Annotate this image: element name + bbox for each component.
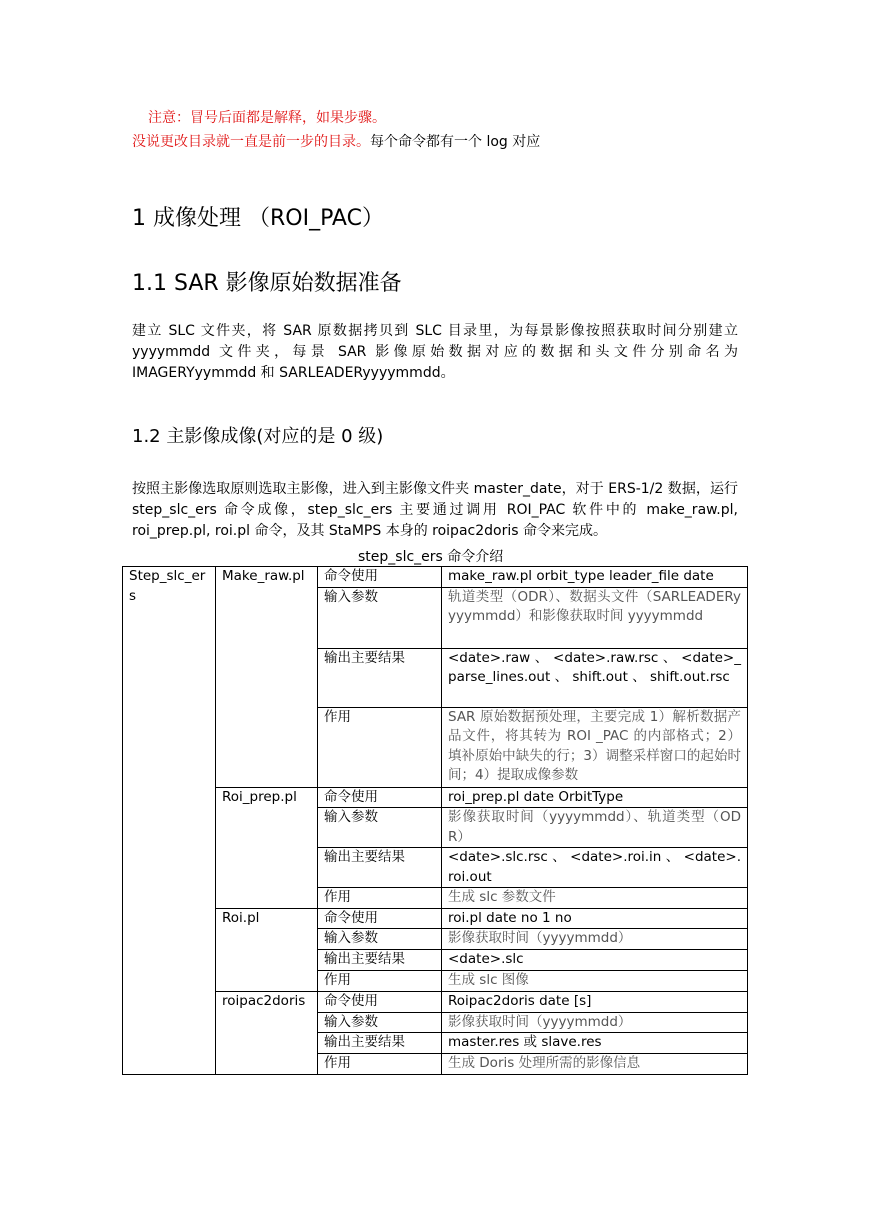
- table-row: [123, 908, 748, 929]
- table-row: [123, 567, 748, 588]
- value-cell: <date>.slc.rsc 、 <date>.roi.in 、 <date>.roi.out: [442, 848, 748, 888]
- value-cell: 影像获取时间（yyyymmdd）: [442, 929, 748, 950]
- note-line-1: 注意：冒号后面都是解释，如果步骤。: [148, 110, 386, 126]
- table-row: [123, 991, 748, 1012]
- command-name-cell: Make_raw.pl: [216, 567, 318, 788]
- note-line-2: [132, 131, 540, 151]
- label-cell: 输出主要结果: [318, 848, 442, 888]
- label-cell: 输出主要结果: [318, 648, 442, 707]
- value-cell: 影像获取时间（yyyymmdd）: [442, 1012, 748, 1033]
- label-cell: 输入参数: [318, 1012, 442, 1033]
- value-cell: make_raw.pl orbit_type leader_file date: [442, 567, 748, 588]
- label-cell: 命令使用: [318, 787, 442, 808]
- heading-1-2: 1.2 主影像成像(对应的是 0 级): [132, 426, 384, 447]
- heading-1-1: 1.1 SAR 影像原始数据准备: [132, 271, 402, 296]
- label-cell: 输出主要结果: [318, 1033, 442, 1054]
- command-name-cell: Roi.pl: [216, 908, 318, 991]
- label-cell: 输出主要结果: [318, 950, 442, 971]
- command-table: [122, 566, 748, 1075]
- value-cell: 生成 slc 图像: [442, 971, 748, 992]
- command-name-cell: Roi_prep.pl: [216, 787, 318, 908]
- heading-1: 1 成像处理 （ROI_PAC）: [132, 206, 384, 231]
- value-cell: <date>.slc: [442, 950, 748, 971]
- label-cell: 命令使用: [318, 567, 442, 588]
- label-cell: 作用: [318, 888, 442, 909]
- value-cell: roi.pl date no 1 no: [442, 908, 748, 929]
- label-cell: 输入参数: [318, 929, 442, 950]
- value-cell: SAR 原始数据预处理，主要完成 1）解析数据产品文件，将其转为 ROI _PAC 的内部格式；2）填补原始中缺失的行；3）调整采样窗口的起始时间；4）提取成像参数: [442, 707, 748, 787]
- label-cell: 作用: [318, 971, 442, 992]
- value-cell: <date>.raw 、 <date>.raw.rsc 、 <date>_parse_lines.out 、 shift.out 、 shift.out.rsc: [442, 648, 748, 707]
- command-name-cell: roipac2doris: [216, 991, 318, 1075]
- value-cell: 轨道类型（ODR）、数据头文件（SARLEADERyyyymmdd）和影像获取时间 yyyymmdd: [442, 587, 748, 648]
- table-row: [123, 787, 748, 808]
- label-cell: 命令使用: [318, 908, 442, 929]
- value-cell: master.res 或 slave.res: [442, 1033, 748, 1054]
- value-cell: 生成 Doris 处理所需的影像信息: [442, 1054, 748, 1075]
- value-cell: Roipac2doris date [s]: [442, 991, 748, 1012]
- value-cell: 影像获取时间（yyyymmdd）、轨道类型（ODR）: [442, 808, 748, 848]
- table-caption: step_slc_ers 命令介绍: [358, 549, 504, 565]
- step-name-cell: Step_slc_ers: [123, 567, 216, 1075]
- note-line-2-red: 没说更改目录就一直是前一步的目录。: [132, 134, 370, 150]
- value-cell: 生成 slc 参数文件: [442, 888, 748, 909]
- value-cell: roi_prep.pl date OrbitType: [442, 787, 748, 808]
- label-cell: 命令使用: [318, 991, 442, 1012]
- paragraph-1-1: 建立 SLC 文件夹，将 SAR 原数据拷贝到 SLC 目录里，为每景影像按照获取时间分别建立 yyyymmdd 文件夹，每景 SAR 影像原始数据对应的数据和头文件分别命名为 IMAGERYyymmdd 和 SARLEADERyyyymmdd。: [132, 323, 738, 381]
- note-line-2-black: 每个命令都有一个 log 对应: [370, 134, 541, 150]
- label-cell: 作用: [318, 707, 442, 787]
- label-cell: 作用: [318, 1054, 442, 1075]
- label-cell: 输入参数: [318, 587, 442, 648]
- label-cell: 输入参数: [318, 808, 442, 848]
- paragraph-1-2: 按照主影像选取原则选取主影像，进入到主影像文件夹 master_date，对于 ERS-1/2 数据，运行 step_slc_ers 命令成像，step_slc_ers 主要通过调用 ROI_PAC 软件中的 make_raw.pl, roi_prep.pl, roi.pl 命令，及其 StaMPS 本身的 roipac2doris 命令来完成。: [132, 481, 738, 539]
